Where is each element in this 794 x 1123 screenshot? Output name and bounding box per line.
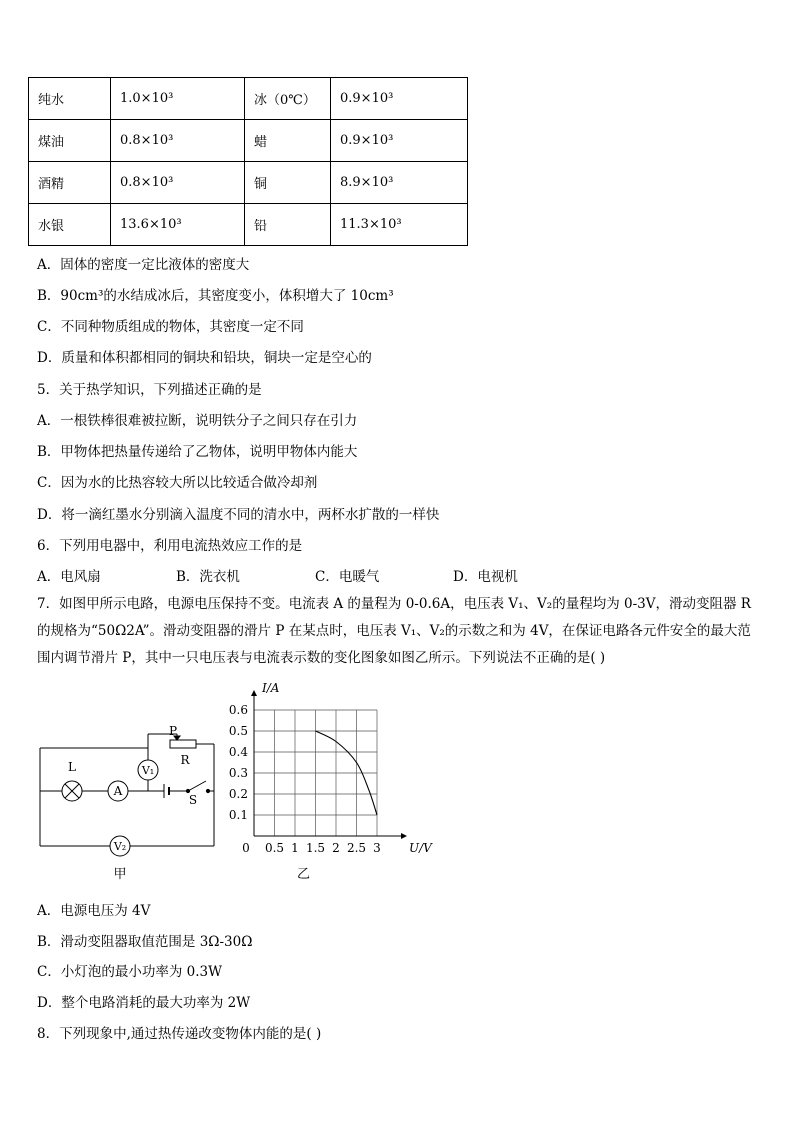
table-cell: 水银 [29, 204, 111, 246]
chart-grid [254, 710, 377, 836]
table-cell: 蜡 [245, 120, 331, 162]
table-cell: 0.8×10³ [111, 162, 245, 204]
ammeter-label: A [113, 784, 123, 798]
x-tick-label: 2 [332, 841, 340, 855]
q6-option-a: A．电风扇 [37, 569, 101, 585]
switch-lever-icon [188, 781, 206, 791]
table-row [29, 78, 468, 120]
origin-label: 0 [242, 841, 250, 855]
table-cell: 铅 [245, 204, 331, 246]
y-tick-label: 0.5 [228, 724, 248, 738]
iu-chart [229, 681, 433, 882]
q5-option-a: A．一根铁棒很难被拉断，说明铁分子之间只存在引力 [37, 413, 358, 429]
table-cell: 铜 [245, 162, 331, 204]
q8-stem: 8．下列现象中,通过热传递改变物体内能的是( ) [37, 1026, 322, 1042]
x-axis-label: U/V [409, 841, 432, 855]
table-row [29, 204, 468, 246]
x-tick-label: 2.5 [346, 841, 367, 855]
table-cell: 酒精 [29, 162, 111, 204]
y-tick-label: 0.1 [228, 808, 248, 822]
table-cell: 0.9×10³ [331, 78, 468, 120]
q5-option-c: C．因为水的比热容较大所以比较适合做冷却剂 [37, 475, 318, 491]
y-axis-label: I/A [262, 681, 280, 695]
table-cell: 煤油 [29, 120, 111, 162]
switch-label: S [188, 793, 198, 807]
y-tick-label: 0.4 [228, 745, 248, 759]
q6-option-c: C．电暖气 [315, 569, 380, 585]
q6-option-b: B．洗衣机 [176, 569, 240, 585]
q4-option-c: C．不同种物质组成的物体，其密度一定不同 [37, 319, 304, 335]
q7-stem: 7．如图甲所示电路，电源电压保持不变。电流表 A 的量程为 0-0.6A，电压表 V₁、V₂的量程均为 0-3V，滑动变阻器 R 的规格为“50Ω2A”。滑动变阻器的滑片 P 在某点时，电压表 V₁、V₂的示数之和为 4V，在保证电路各元件安全的最大范围内调节滑片 P，其中一只电压表与电流表示数的变化图象如图乙所示。下列说法不正确的是( ) [37, 596, 751, 666]
y-tick-label: 0.3 [228, 766, 248, 780]
x-tick-label: 3 [373, 841, 381, 855]
density-table [28, 77, 468, 246]
q5-stem: 5．关于热学知识，下列描述正确的是 [37, 382, 262, 398]
q7-option-c: C．小灯泡的最小功率为 0.3W [37, 964, 222, 980]
v2-label: V₂ [113, 840, 127, 853]
q5-option-b: B．甲物体把热量传递给了乙物体，说明甲物体内能大 [37, 444, 358, 460]
table-cell: 8.9×10³ [331, 162, 468, 204]
slider-label: P [168, 724, 178, 738]
q7-option-b: B．滑动变阻器取值范围是 3Ω-30Ω [37, 934, 253, 950]
x-tick-label: 1 [291, 841, 299, 855]
q4-option-b: B．90cm³的水结成冰后，其密度变小，体积增大了 10cm³ [37, 288, 394, 304]
q6-stem: 6．下列用电器中，利用电流热效应工作的是 [37, 538, 303, 554]
table-cell: 0.9×10³ [331, 120, 468, 162]
table-cell: 11.3×10³ [331, 204, 468, 246]
y-tick-labels [229, 703, 248, 822]
q7-figure [36, 681, 432, 890]
table-cell: 13.6×10³ [111, 204, 245, 246]
q7-option-a: A．电源电压为 4V [37, 903, 151, 919]
q5-option-d: D．将一滴红墨水分别滴入温度不同的清水中，两杯水扩散的一样快 [37, 507, 440, 523]
y-tick-label: 0.2 [228, 787, 248, 801]
rheostat-label: R [180, 753, 190, 767]
x-axis-arrow-icon [401, 833, 407, 839]
q4-option-d: D．质量和体积都相同的铜块和铅块，铜块一定是空心的 [37, 350, 372, 366]
rheostat-r [170, 740, 196, 748]
q6-option-d: D．电视机 [453, 569, 518, 585]
v1-label: V₁ [141, 764, 155, 777]
lamp-label: L [68, 760, 76, 774]
q7-option-d: D．整个电路消耗的最大功率为 2W [37, 995, 251, 1011]
q4-option-a: A．固体的密度一定比液体的密度大 [37, 257, 250, 273]
x-tick-label: 1.5 [305, 841, 326, 855]
y-tick-label: 0.6 [228, 703, 248, 717]
table-cell: 冰（0℃） [245, 78, 331, 120]
x-tick-label: 0.5 [264, 841, 285, 855]
table-row [29, 120, 468, 162]
table-row [29, 162, 468, 204]
y-axis-arrow-icon [251, 690, 257, 696]
chart-caption: 乙 [296, 867, 311, 882]
table-cell: 1.0×10³ [111, 78, 245, 120]
circuit-caption: 甲 [113, 867, 127, 882]
table-cell: 0.8×10³ [111, 120, 245, 162]
x-tick-labels [265, 841, 381, 855]
table-cell: 纯水 [29, 78, 111, 120]
